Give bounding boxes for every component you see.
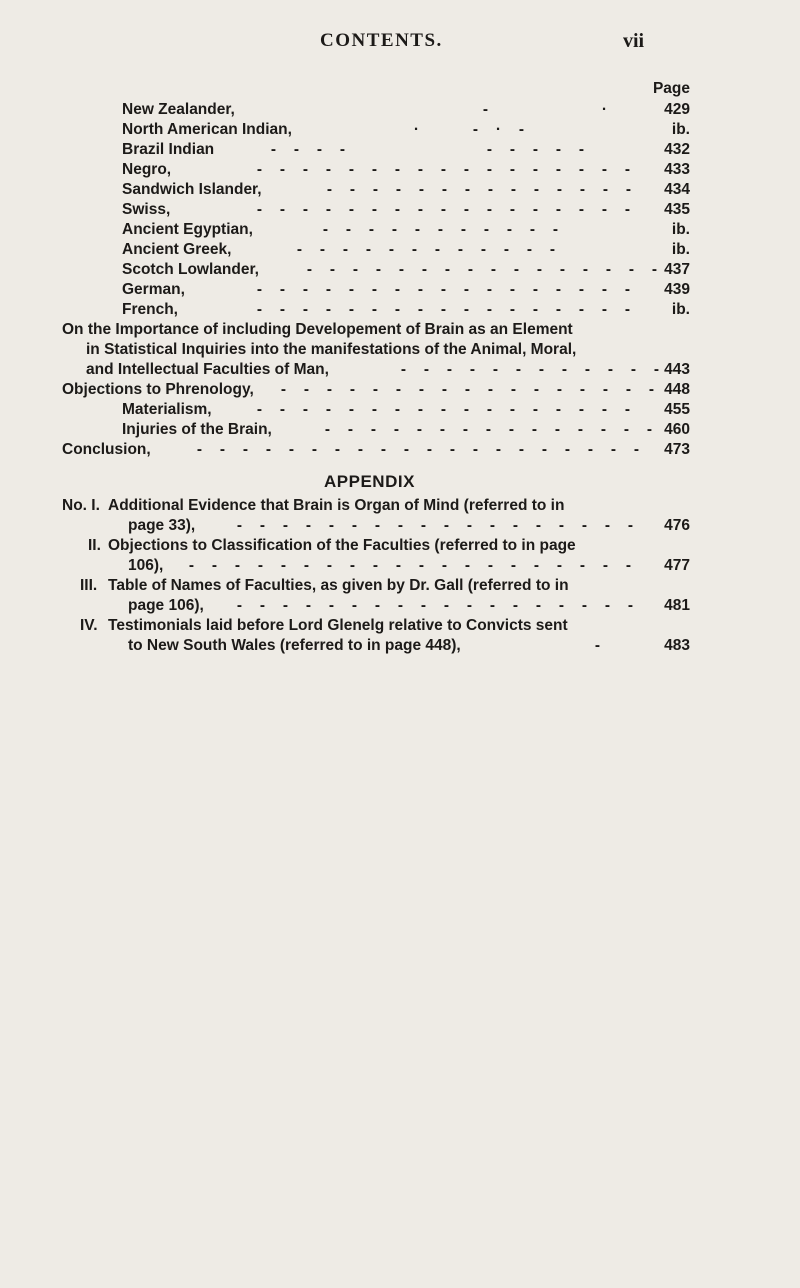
entry-title-line: On the Importance of including Developement of Brain as an Element [62, 321, 573, 338]
appendix-title-line: page 33), [128, 517, 196, 534]
toc-entry-line [0, 340, 800, 360]
toc-entry-line [0, 320, 800, 340]
entry-title: German, [122, 281, 185, 298]
entry-page: 432 [664, 141, 690, 158]
appendix-item [0, 516, 800, 536]
leader-dots: - - - - - - - - - - - - [400, 361, 660, 378]
appendix-page: 477 [664, 557, 690, 574]
toc-entry [0, 140, 800, 160]
entry-title: Ancient Egyptian, [122, 221, 253, 238]
leader-dots: - [594, 637, 601, 654]
entry-title-line: and Intellectual Faculties of Man, [86, 361, 329, 378]
entry-title: North American Indian, [122, 121, 292, 138]
entry-title: Injuries of the Brain, [122, 421, 272, 438]
leader-dots: - - - - - - - - - - - - - - [326, 181, 632, 198]
entry-title: Swiss, [122, 201, 171, 218]
entry-title: Scotch Lowlander, [122, 261, 259, 278]
leader-dots: - - - - - - - - - [270, 141, 585, 158]
appendix-title-line: page 106), [128, 597, 204, 614]
entry-page: 433 [664, 161, 690, 178]
appendix-title-line: Testimonials laid before Lord Glenelg relative to Convicts sent [108, 617, 568, 634]
entry-page: 460 [664, 421, 690, 438]
entry-page: ib. [671, 301, 690, 318]
appendix-item-line [0, 616, 800, 636]
entry-title: Sandwich Islander, [122, 181, 262, 198]
entry-title: New Zealander, [122, 101, 235, 118]
appendix-item-line [0, 536, 800, 556]
toc-entry [0, 400, 800, 420]
leader-dots: - - - - - - - - - - - - - - - - - - - - [196, 441, 640, 458]
appendix-page: 481 [664, 597, 690, 614]
entry-page: 448 [664, 381, 690, 398]
folio-number: vii [623, 30, 645, 52]
entry-page: 439 [664, 281, 690, 298]
running-head [0, 30, 800, 56]
leader-dots: - - - - - - - - - - - - - - - - - - [236, 597, 634, 614]
leader-dots: - - - - - - - - - - - - - - - - - - - - [188, 557, 632, 574]
toc-entry [0, 300, 800, 320]
leader-dots: - - - - - - - - - - - - - - - - - [256, 401, 631, 418]
appendix-title-line: Additional Evidence that Brain is Organ of Mind (referred to in [108, 497, 565, 514]
entry-page: 435 [664, 201, 690, 218]
entry-page: 455 [664, 401, 690, 418]
entry-title: Materialism, [122, 401, 212, 418]
toc-entry [0, 440, 800, 460]
leader-dots: - - - - - - - - - - - - - - - - - - [236, 517, 634, 534]
appendix-number: III. [80, 577, 98, 594]
appendix-heading: APPENDIX [324, 472, 415, 491]
appendix-item [0, 556, 800, 576]
leader-dots: - - - - - - - - - - - - - - - - [306, 261, 658, 278]
entry-title: Negro, [122, 161, 172, 178]
leader-dots: - · [482, 101, 608, 118]
running-head-title: CONTENTS. [320, 30, 443, 51]
leader-dots: · - · - [413, 121, 525, 138]
leader-dots: - - - - - - - - - - - - - - - - - [256, 161, 631, 178]
entry-page: 429 [664, 101, 690, 118]
appendix-number: No. I. [62, 497, 100, 514]
appendix-item [0, 636, 800, 656]
entry-page: ib. [671, 241, 690, 258]
leader-dots: - - - - - - - - - - - - - - - - - [256, 201, 631, 218]
leader-dots: - - - - - - - - - - - - - - - - - [280, 381, 655, 398]
toc-entry [0, 200, 800, 220]
entry-title: Conclusion, [62, 441, 151, 458]
leader-dots: - - - - - - - - - - - - [296, 241, 556, 258]
appendix-page: 476 [664, 517, 690, 534]
entry-page: 434 [664, 181, 690, 198]
toc-entry [0, 420, 800, 440]
leader-dots: - - - - - - - - - - - [322, 221, 559, 238]
entry-page: 437 [664, 261, 690, 278]
toc-entry [0, 100, 800, 120]
entry-title: Ancient Greek, [122, 241, 232, 258]
appendix-item [0, 596, 800, 616]
toc-entry [0, 220, 800, 240]
appendix-number: II. [88, 537, 101, 554]
appendix-title-line: Objections to Classification of the Faculties (referred to in page [108, 537, 576, 554]
entry-title: Objections to Phrenology, [62, 381, 254, 398]
toc-entry [0, 120, 800, 140]
entry-page: ib. [671, 221, 690, 238]
toc-entry [0, 380, 800, 400]
toc-entry [0, 360, 800, 380]
page-column-label: Page [652, 80, 690, 97]
toc-entry [0, 260, 800, 280]
appendix-item-line [0, 576, 800, 596]
entry-page: ib. [671, 121, 690, 138]
appendix-title-line: 106), [128, 557, 164, 574]
toc-entry [0, 160, 800, 180]
entry-title: French, [122, 301, 178, 318]
toc-entry [0, 240, 800, 260]
entry-title-line: in Statistical Inquiries into the manifestations of the Animal, Moral, [86, 341, 577, 358]
entry-title: Brazil Indian [122, 141, 215, 158]
toc-entry [0, 180, 800, 200]
entry-page: 473 [664, 441, 690, 458]
appendix-item-line [0, 496, 800, 516]
leader-dots: - - - - - - - - - - - - - - - - - [256, 301, 631, 318]
appendix-number: IV. [80, 617, 98, 634]
leader-dots: - - - - - - - - - - - - - - - [324, 421, 653, 438]
leader-dots: - - - - - - - - - - - - - - - - - [256, 281, 631, 298]
appendix-title-line: Table of Names of Faculties, as given by Dr. Gall (referred to in [108, 577, 569, 594]
appendix-page: 483 [664, 637, 690, 654]
entry-page: 443 [664, 361, 690, 378]
appendix-title-line: to New South Wales (referred to in page 448), [128, 637, 461, 654]
toc-entry [0, 280, 800, 300]
